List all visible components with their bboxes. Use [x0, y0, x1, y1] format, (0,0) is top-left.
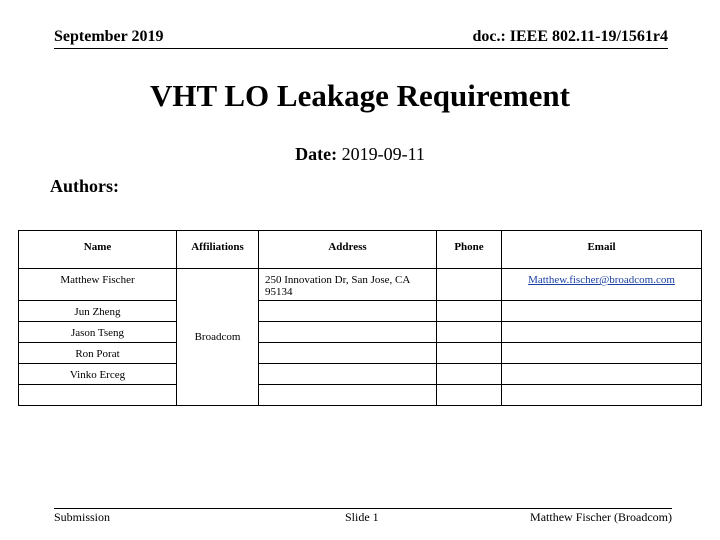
author-name: Jason Tseng: [19, 322, 177, 343]
author-email-cell: [502, 269, 702, 301]
authors-heading: Authors:: [50, 176, 120, 196]
author-address: [259, 385, 437, 406]
footer-divider: [54, 508, 672, 509]
author-name: Jun Zheng: [19, 301, 177, 322]
author-affiliation: Broadcom: [177, 269, 259, 406]
author-phone: [437, 385, 502, 406]
author-address: [259, 301, 437, 322]
table-header-row: [19, 231, 702, 269]
author-address: [259, 322, 437, 343]
author-email-cell: [502, 364, 702, 385]
date-label: Date:: [295, 144, 338, 164]
column-header-affiliations: Affiliations: [177, 231, 259, 269]
author-address: [259, 343, 437, 364]
author-email-cell: [502, 385, 702, 406]
header-date: September 2019: [54, 28, 164, 45]
column-header-name: Name: [19, 231, 177, 269]
table-row: [19, 301, 702, 322]
date-value: 2019-09-11: [341, 144, 425, 164]
column-header-email: Email: [502, 231, 702, 269]
table-row: [19, 364, 702, 385]
footer-author: Matthew Fischer (Broadcom): [530, 510, 672, 524]
author-phone: [437, 343, 502, 364]
date-line: [0, 144, 720, 165]
author-email-cell: [502, 343, 702, 364]
table-row: [19, 269, 702, 301]
author-email-cell: [502, 301, 702, 322]
header-doc-id: doc.: IEEE 802.11-19/1561r4: [472, 28, 668, 45]
column-header-phone: Phone: [437, 231, 502, 269]
author-name: Ron Porat: [19, 343, 177, 364]
column-header-address: Address: [259, 231, 437, 269]
author-name: Vinko Erceg: [19, 364, 177, 385]
table-row: [19, 343, 702, 364]
author-address: [259, 364, 437, 385]
author-phone: [437, 322, 502, 343]
author-email-cell: [502, 322, 702, 343]
header-divider: [54, 48, 668, 49]
table-row: [19, 322, 702, 343]
author-name: [19, 385, 177, 406]
author-phone: [437, 364, 502, 385]
author-phone: [437, 301, 502, 322]
footer-slide-number: Slide 1: [345, 510, 379, 524]
authors-table: [18, 230, 702, 406]
author-phone: [437, 269, 502, 301]
author-name: Matthew Fischer: [19, 269, 177, 301]
author-email-link[interactable]: Matthew.fischer@broadcom.com: [528, 274, 675, 286]
author-address: 250 Innovation Dr, San Jose, CA 95134: [259, 269, 437, 301]
footer-submission: Submission: [54, 510, 111, 524]
slide-title: VHT LO Leakage Requirement: [150, 78, 570, 113]
table-row: [19, 385, 702, 406]
